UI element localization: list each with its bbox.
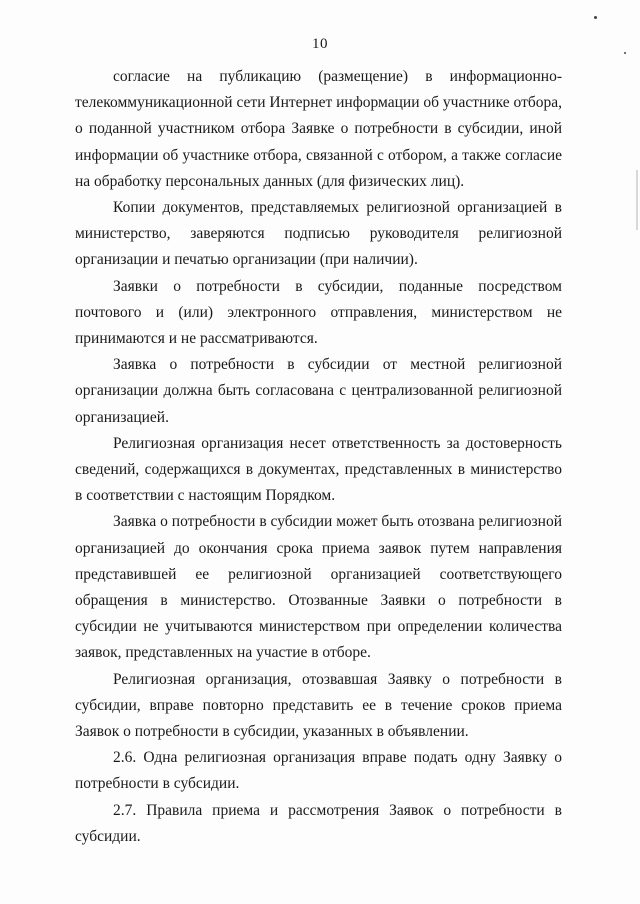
- paragraph-section-2-7: 2.7. Правила приема и рассмотрения Заявок о потребности в субсидии.: [75, 801, 562, 845]
- document-body: [75, 64, 562, 850]
- paragraph-responsibility: Религиозная организация несет ответственность за достоверность сведений, содержащихся в документах, представленных в министерство в соответствии с настоящим Порядком.: [75, 434, 562, 505]
- paragraph-document-copies: Копии документов, представляемых религиозной организацией в министерство, заверяются подписью руководителя религиозной организации и печатью организации (при наличии).: [75, 199, 562, 269]
- paragraph-resubmission: Религиозная организация, отозвавшая Заявку о потребности в субсидии, вправе повторно представить ее в течение сроков приема Заявок о потребности в субсидии, указанных в объявлении.: [75, 670, 562, 741]
- paragraph-postal-applications: Заявки о потребности в субсидии, поданные посредством почтового и (или) электронного отправления, министерством не принимаются и не рассматриваются.: [75, 277, 562, 348]
- scan-speck: [624, 52, 626, 54]
- scan-edge-shadow: [636, 170, 638, 230]
- paragraph-section-2-6: 2.6. Одна религиозная организация вправе подать одну Заявку о потребности в субсидии.: [75, 749, 562, 793]
- paragraph-withdrawal: Заявка о потребности в субсидии может быть отозвана религиозной организацией до окончания срока приема заявок путем направления представившей ее религиозной организацией соответствующего обращения в министерство. Отозванные Заявки о потребности в субсидии не учитываются министерством при определении количества заявок, представленных на участие в отборе.: [75, 513, 562, 662]
- page-number: 10: [312, 36, 328, 52]
- paragraph-local-organization: Заявка о потребности в субсидии от местной религиозной организации должна быть согласована с централизованной религиозной организацией.: [75, 356, 562, 426]
- paragraph-consent: согласие на публикацию (размещение) в информационно-телекоммуникационной сети Интернет информации об участнике отбора, о поданной участником отбора Заявке о потребности в субсидии, иной информации об участнике отбора, связанной с отбором, а также согласие на обработку персональных данных (для физических лиц).: [75, 68, 562, 190]
- scan-speck: [594, 16, 597, 19]
